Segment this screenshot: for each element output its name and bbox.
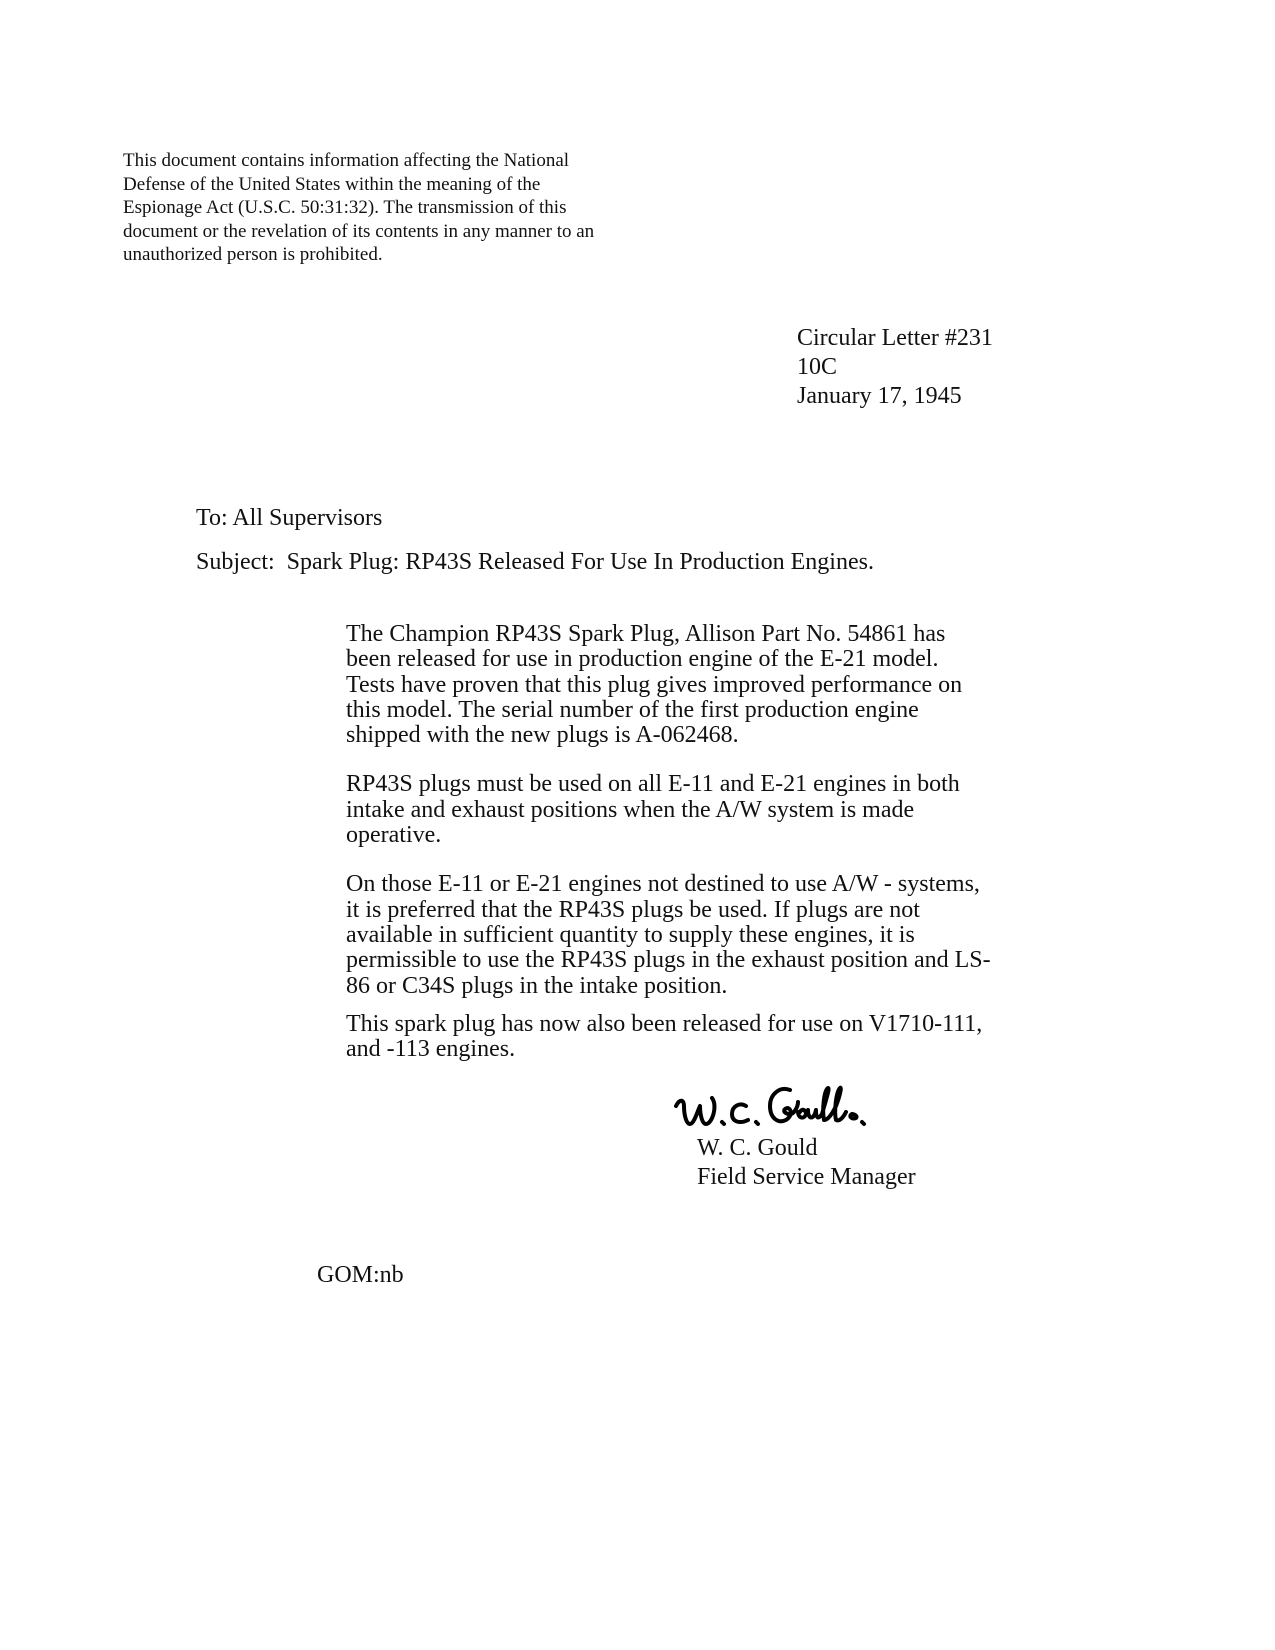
signer-title: Field Service Manager <box>697 1164 916 1190</box>
body-line: permissible to use the RP43S plugs in the exhaust position and LS- <box>346 947 991 974</box>
addressee-line: To: All Supervisors <box>196 505 383 531</box>
subject-line <box>196 548 874 577</box>
classification-notice <box>123 149 643 267</box>
body-line: operative. <box>346 822 442 849</box>
body-line: and -113 engines. <box>346 1036 516 1063</box>
body-paragraph <box>346 872 1026 998</box>
body-paragraph <box>346 622 1026 748</box>
classification-line: Defense of the United States within the meaning of the <box>123 173 541 195</box>
classification-line: Espionage Act (U.S.C. 50:31:32). The transmission of this <box>123 197 567 218</box>
body-line: available in sufficient quantity to supply these engines, it is <box>346 921 915 948</box>
subject-text: Spark Plug: RP43S Released For Use In Production Engines. <box>286 549 874 575</box>
body-line: On those E-11 or E-21 engines not destined to use A/W - systems, <box>346 871 980 898</box>
letter-title: Circular Letter #231 <box>797 325 993 351</box>
reference-initials: GOM:nb <box>317 1262 404 1288</box>
body-line: been released for use in production engine of the E-21 model. <box>346 646 939 673</box>
classification-line: This document contains information affecting the National <box>123 150 570 171</box>
body-line: Tests have proven that this plug gives improved performance on <box>346 671 963 698</box>
classification-line: document or the revelation of its contents in any manner to an <box>123 220 595 242</box>
subject-label: Subject: <box>196 549 275 575</box>
letter-body <box>346 622 1026 1062</box>
body-paragraph <box>346 1012 1026 1063</box>
classification-line: unauthorized person is prohibited. <box>123 244 383 265</box>
body-line: The Champion RP43S Spark Plug, Allison Part No. 54861 has <box>346 621 946 647</box>
letter-reference-block <box>797 324 993 411</box>
body-line: This spark plug has now also been released for use on V1710-111, <box>346 1010 983 1037</box>
body-line: RP43S plugs must be used on all E-11 and E-21 engines in both <box>346 771 960 798</box>
body-paragraph <box>346 772 1026 848</box>
body-line: this model. The serial number of the first production engine <box>346 696 919 723</box>
letter-code: 10C <box>797 354 838 380</box>
body-line: shipped with the new plugs is A-062468. <box>346 722 739 749</box>
body-line: 86 or C34S plugs in the intake position. <box>346 972 728 999</box>
letter-date: January 17, 1945 <box>797 383 962 409</box>
body-line: it is preferred that the RP43S plugs be used. If plugs are not <box>346 896 920 923</box>
body-line: intake and exhaust positions when the A/W system is made <box>346 796 915 823</box>
signer-name: W. C. Gould <box>697 1135 818 1161</box>
signature-block <box>697 1134 916 1192</box>
